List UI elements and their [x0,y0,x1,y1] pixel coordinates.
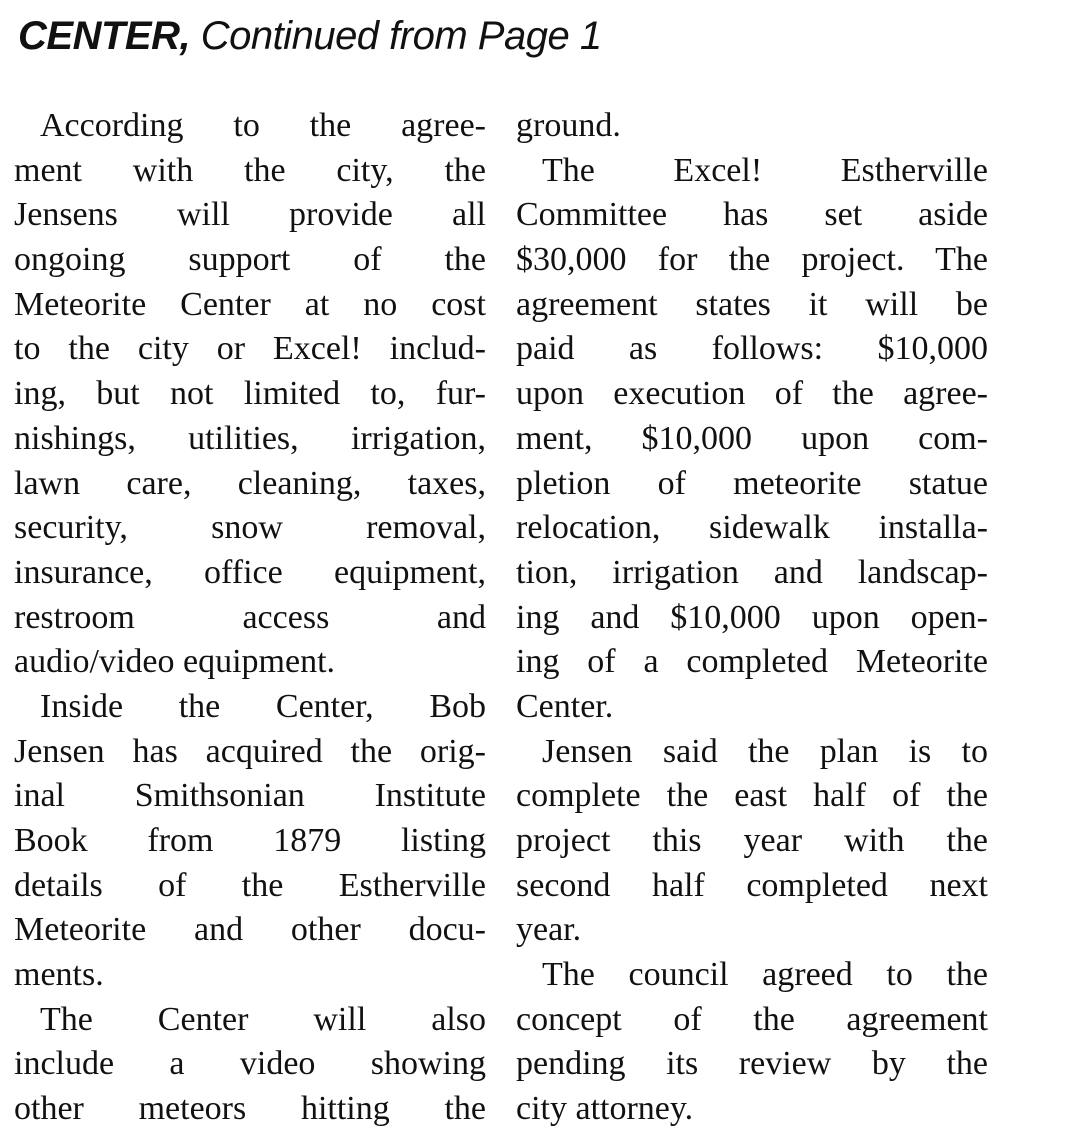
text-line: Committee has set aside [516,196,988,234]
text-line: nishings, utilities, irrigation, [14,419,486,457]
text-line: ing and $10,000 upon open- [516,598,988,636]
jump-headline [18,10,602,62]
text-line: city attorney. [516,1090,694,1128]
text-line: Jensens will provide all [14,196,486,234]
text-line: ing of a completed Meteorite [516,643,988,681]
text-line: complete the east half of the [516,777,988,815]
text-line: ground. [516,107,621,144]
article-column-left [14,104,486,1132]
text-line: concept of the agreement [516,1000,988,1038]
text-line: $30,000 for the project. The [516,241,988,279]
text-line: paid as follows: $10,000 [516,330,988,368]
text-line: year. [516,911,582,949]
text-line: other meteors hitting the [14,1090,486,1128]
article-column-right [516,104,988,1132]
text-line: ing, but not limited to, fur- [14,375,486,413]
headline-slug: CENTER, [18,14,191,58]
text-line: pending its review by the [516,1045,988,1083]
text-line: Center. [516,687,614,725]
text-line: The Center will also [40,1000,486,1038]
text-line: details of the Estherville [14,866,486,904]
text-line: relocation, sidewalk installa- [516,509,988,547]
text-line: to the city or Excel! includ- [14,330,486,368]
text-line: tion, irrigation and landscap- [516,553,988,591]
text-line: insurance, office equipment, [14,553,486,591]
text-line: project this year with the [516,822,988,859]
text-line: According to the agree- [40,107,486,144]
text-line: restroom access and [14,598,486,636]
text-line: Jensen has acquired the orig- [14,732,486,770]
text-line: Meteorite Center at no cost [14,285,486,323]
text-line: ongoing support of the [14,241,486,279]
text-line: The Excel! Estherville [542,151,988,189]
text-line: include a video showing [14,1045,486,1083]
text-line: inal Smithsonian Institute [14,777,486,815]
text-line: pletion of meteorite statue [516,464,988,502]
text-line: audio/video equipment. [14,643,336,681]
text-line: Jensen said the plan is to [542,732,988,770]
text-line: Book from 1879 listing [14,822,486,859]
text-line: Meteorite and other docu- [14,911,486,949]
text-line: ment with the city, the [14,151,486,189]
text-line: Inside the Center, Bob [40,687,486,725]
text-line: The council agreed to the [542,956,988,994]
text-line: ments. [14,956,104,994]
text-line: ment, $10,000 upon com- [516,419,988,457]
text-line: upon execution of the agree- [516,375,988,413]
text-line: agreement states it will be [516,285,988,323]
headline-continuation: Continued from Page 1 [190,14,602,58]
text-line: second half completed next [516,866,988,904]
text-line: lawn care, cleaning, taxes, [14,464,486,502]
text-line: security, snow removal, [14,509,486,547]
